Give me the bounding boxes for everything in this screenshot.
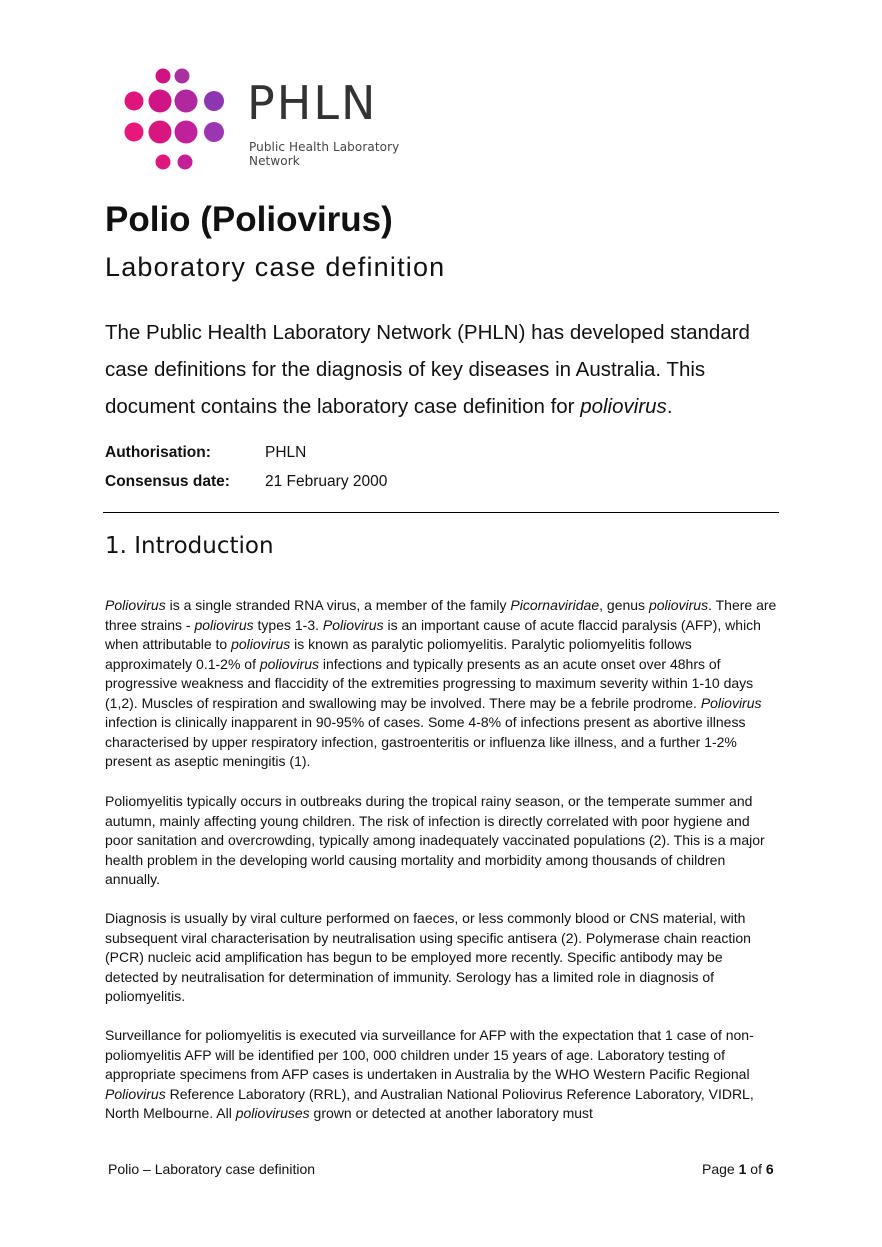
divider: [103, 512, 779, 513]
phln-logo: [123, 68, 443, 176]
consensus-date-row: [105, 473, 387, 502]
section-heading-introduction: 1. Introduction: [105, 533, 274, 559]
paragraph-3: Diagnosis is usually by viral culture performed on faeces, or less commonly blood or CNS material, with subsequent viral characterisation by neutralisation using specific antisera (2). Polymerase chain reaction (PCR) nucleic acid amplification has begun to be employed more recently. Specific antibody may be detected by neutralisation for determination of immunity. Serology has a limited role in diagnosis of poliomyelitis.: [105, 910, 751, 1004]
dot-cluster-icon: [123, 68, 235, 176]
intro-paragraph: The Public Health Laboratory Network (PHLN) has developed standard case definitions for the diagnosis of key diseases in Australia. This document contains the laboratory case definition for poliovirus.: [105, 321, 750, 418]
authorisation-label: Authorisation:: [105, 444, 211, 461]
authorisation-row: [105, 444, 387, 473]
logo-tagline: Public Health Laboratory Network: [249, 140, 400, 168]
consensus-date-label: Consensus date:: [105, 473, 230, 490]
document-metadata: [105, 444, 387, 502]
consensus-date-value: 21 February 2000: [265, 473, 388, 490]
footer-page-number: Page 1 of 6: [702, 1161, 774, 1177]
document-title: Polio (Poliovirus): [105, 200, 393, 239]
authorisation-value: PHLN: [265, 444, 307, 461]
paragraph-1: Poliovirus is a single stranded RNA virus, a member of the family Picornaviridae, genus poliovirus. There are three strains - poliovirus types 1-3. Poliovirus is an important cause of acute flaccid paralysis (AFP), which when attributable to poliovirus is known as paralytic poliomyelitis. Paralytic poliomyelitis follows approximately 0.1-2% of poliovirus infections and typically presents as an acute onset over 48hrs of progressive weakness and flaccidity of the extremities progressing to maximum severity within 1-10 days (1,2). Muscles of respiration and swallowing may be involved. There may be a febrile prodrome. Poliovirus infection is clinically inapparent in 90-95% of cases. Some 4-8% of infections present as abortive illness characterised by upper respiratory infection, gastroenteritis or influenza like illness, and a further 1-2% present as aseptic meningitis (1).: [105, 597, 777, 769]
paragraph-2: Poliomyelitis typically occurs in outbreaks during the tropical rainy season, or the temperate summer and autumn, mainly affecting young children. The risk of infection is directly correlated with poor hygiene and poor sanitation and overcrowding, typically among inadequately vaccinated populations (2). This is a major health problem in the developing world causing mortality and morbidity among thousands of children annually.: [105, 793, 765, 887]
footer-document-title: Polio – Laboratory case definition: [108, 1161, 316, 1177]
logo-wordmark: PHLN: [247, 76, 378, 130]
paragraph-4: Surveillance for poliomyelitis is executed via surveillance for AFP with the expectation that 1 case of non-poliomyelitis AFP will be identified per 100, 000 children under 15 years of age. Laboratory testing of appropriate specimens from AFP cases is undertaken in Australia by the WHO Western Pacific Regional Poliovirus Reference Laboratory (RRL), and Australian National Poliovirus Reference Laboratory, VIDRL, North Melbourne. All polioviruses grown or detected at another laboratory must: [105, 1027, 754, 1121]
document-subtitle: Laboratory case definition: [105, 252, 446, 282]
